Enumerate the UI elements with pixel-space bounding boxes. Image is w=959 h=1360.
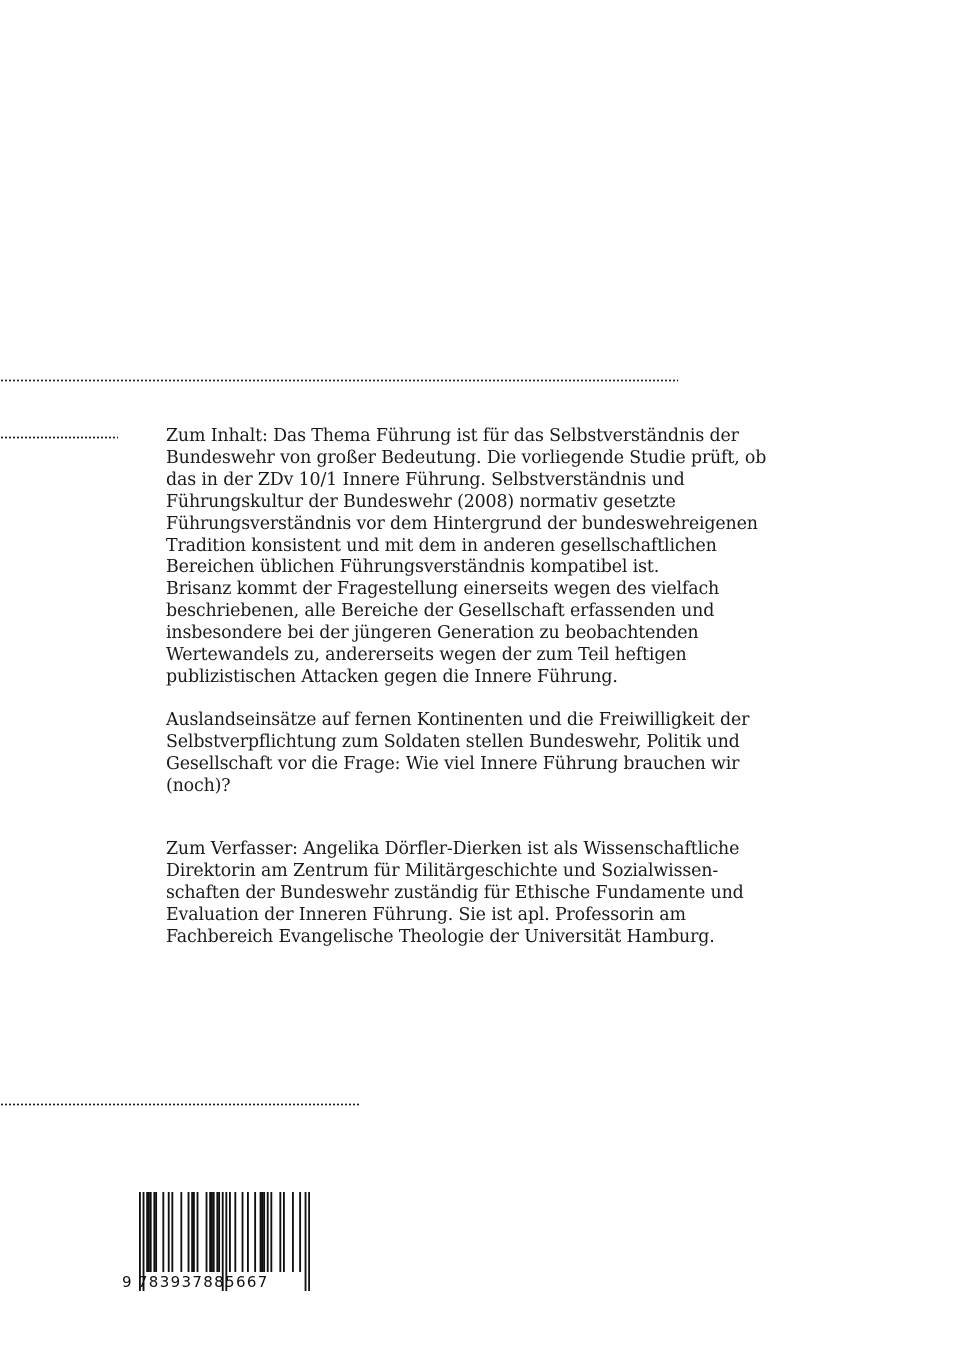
text-line: insbesondere bei der jüngeren Generation zu beobachtenden <box>166 623 699 644</box>
barcode-bar <box>206 1192 208 1272</box>
barcode-bar <box>283 1192 285 1272</box>
barcode-digits: 783937885667 <box>137 1273 269 1291</box>
text-line: Brisanz kommt der Fragestellung einerseits wegen des vielfach <box>166 579 720 600</box>
barcode-bar <box>234 1192 236 1272</box>
barcode-bar <box>153 1192 155 1272</box>
deployment-paragraph <box>166 710 766 798</box>
dotted-rule-top <box>0 379 678 382</box>
text-line: Tradition konsistent und mit dem in anderen gesellschaftlichen <box>166 535 717 556</box>
barcode-bar <box>162 1192 164 1272</box>
dotted-rule-bottom <box>0 1103 361 1106</box>
barcode-bar <box>171 1192 173 1272</box>
barcode-bar <box>254 1192 256 1272</box>
barcode-bar <box>242 1192 244 1272</box>
barcode-bar <box>260 1192 262 1272</box>
text-line: schaften der Bundeswehr zuständig für Ethische Fundamente und <box>166 882 744 903</box>
text-line: Direktorin am Zentrum für Militärgeschichte und Sozialwissen- <box>166 860 719 881</box>
text-line: Fachbereich Evangelische Theologie der Universität Hamburg. <box>166 926 715 947</box>
barcode-bar <box>216 1192 218 1272</box>
barcode-bar <box>197 1192 199 1272</box>
barcode-bar <box>218 1192 220 1272</box>
text-line: Wertewandels zu, andererseits wegen der zum Teil heftigen <box>166 645 687 666</box>
text-line: Bundeswehr von großer Bedeutung. Die vorliegende Studie prüft, ob <box>166 447 767 468</box>
text-line: Bereichen üblichen Führungsverständnis kompatibel ist. <box>166 557 660 578</box>
barcode-bar <box>263 1192 265 1272</box>
barcode-bar <box>191 1192 193 1272</box>
barcode-bar <box>279 1192 281 1272</box>
barcode-number <box>122 1273 312 1291</box>
barcode-bar <box>155 1192 157 1272</box>
barcode-bar <box>193 1192 195 1272</box>
text-line: Gesellschaft vor die Frage: Wie viel Innere Führung brauchen wir <box>166 753 740 774</box>
barcode-bar <box>180 1192 182 1272</box>
text-line: Führungsverständnis vor dem Hintergrund der bundeswehreigenen <box>166 513 758 534</box>
barcode-bar <box>209 1192 211 1272</box>
text-line: das in der ZDv 10/1 Innere Führung. Selbstverständnis und <box>166 469 685 490</box>
barcode-bar <box>229 1192 231 1272</box>
barcode-lead-digit: 9 <box>122 1273 133 1291</box>
content-summary <box>166 426 766 689</box>
barcode-bar <box>247 1192 249 1272</box>
dotted-rule-side <box>0 436 118 439</box>
text-line: beschriebenen, alle Bereiche der Gesellschaft erfassenden und <box>166 601 715 622</box>
text-line: Zum Inhalt: Das Thema Führung ist für das Selbstverständnis der <box>166 426 739 446</box>
text-line: publizistischen Attacken gegen die Innere Führung. <box>166 666 618 687</box>
text-line: Führungskultur der Bundeswehr (2008) normativ gesetzte <box>166 491 676 512</box>
barcode-bar <box>188 1192 190 1272</box>
text-line: Zum Verfasser: Angelika Dörfler-Dierken ist als Wissenschaftliche <box>166 839 740 859</box>
author-bio <box>166 839 766 949</box>
barcode-bar <box>146 1192 148 1272</box>
barcode-bar <box>261 1192 263 1272</box>
text-line: Selbstverpflichtung zum Soldaten stellen Bundeswehr, Politik und <box>166 731 740 752</box>
barcode-bar <box>292 1192 294 1272</box>
barcode-bar <box>148 1192 150 1272</box>
barcode-bar <box>299 1192 301 1272</box>
barcode-bar <box>213 1192 215 1272</box>
text-line: Evaluation der Inneren Führung. Sie ist apl. Professorin am <box>166 904 686 925</box>
barcode-bar <box>168 1192 170 1272</box>
barcode-bar <box>270 1192 272 1272</box>
text-line: (noch)? <box>166 775 231 796</box>
barcode-bar <box>211 1192 213 1272</box>
barcode-bar <box>267 1192 269 1272</box>
text-line: Auslandseinsätze auf fernen Kontinenten und die Freiwilligkeit der <box>166 710 750 730</box>
barcode-bar <box>150 1192 152 1272</box>
